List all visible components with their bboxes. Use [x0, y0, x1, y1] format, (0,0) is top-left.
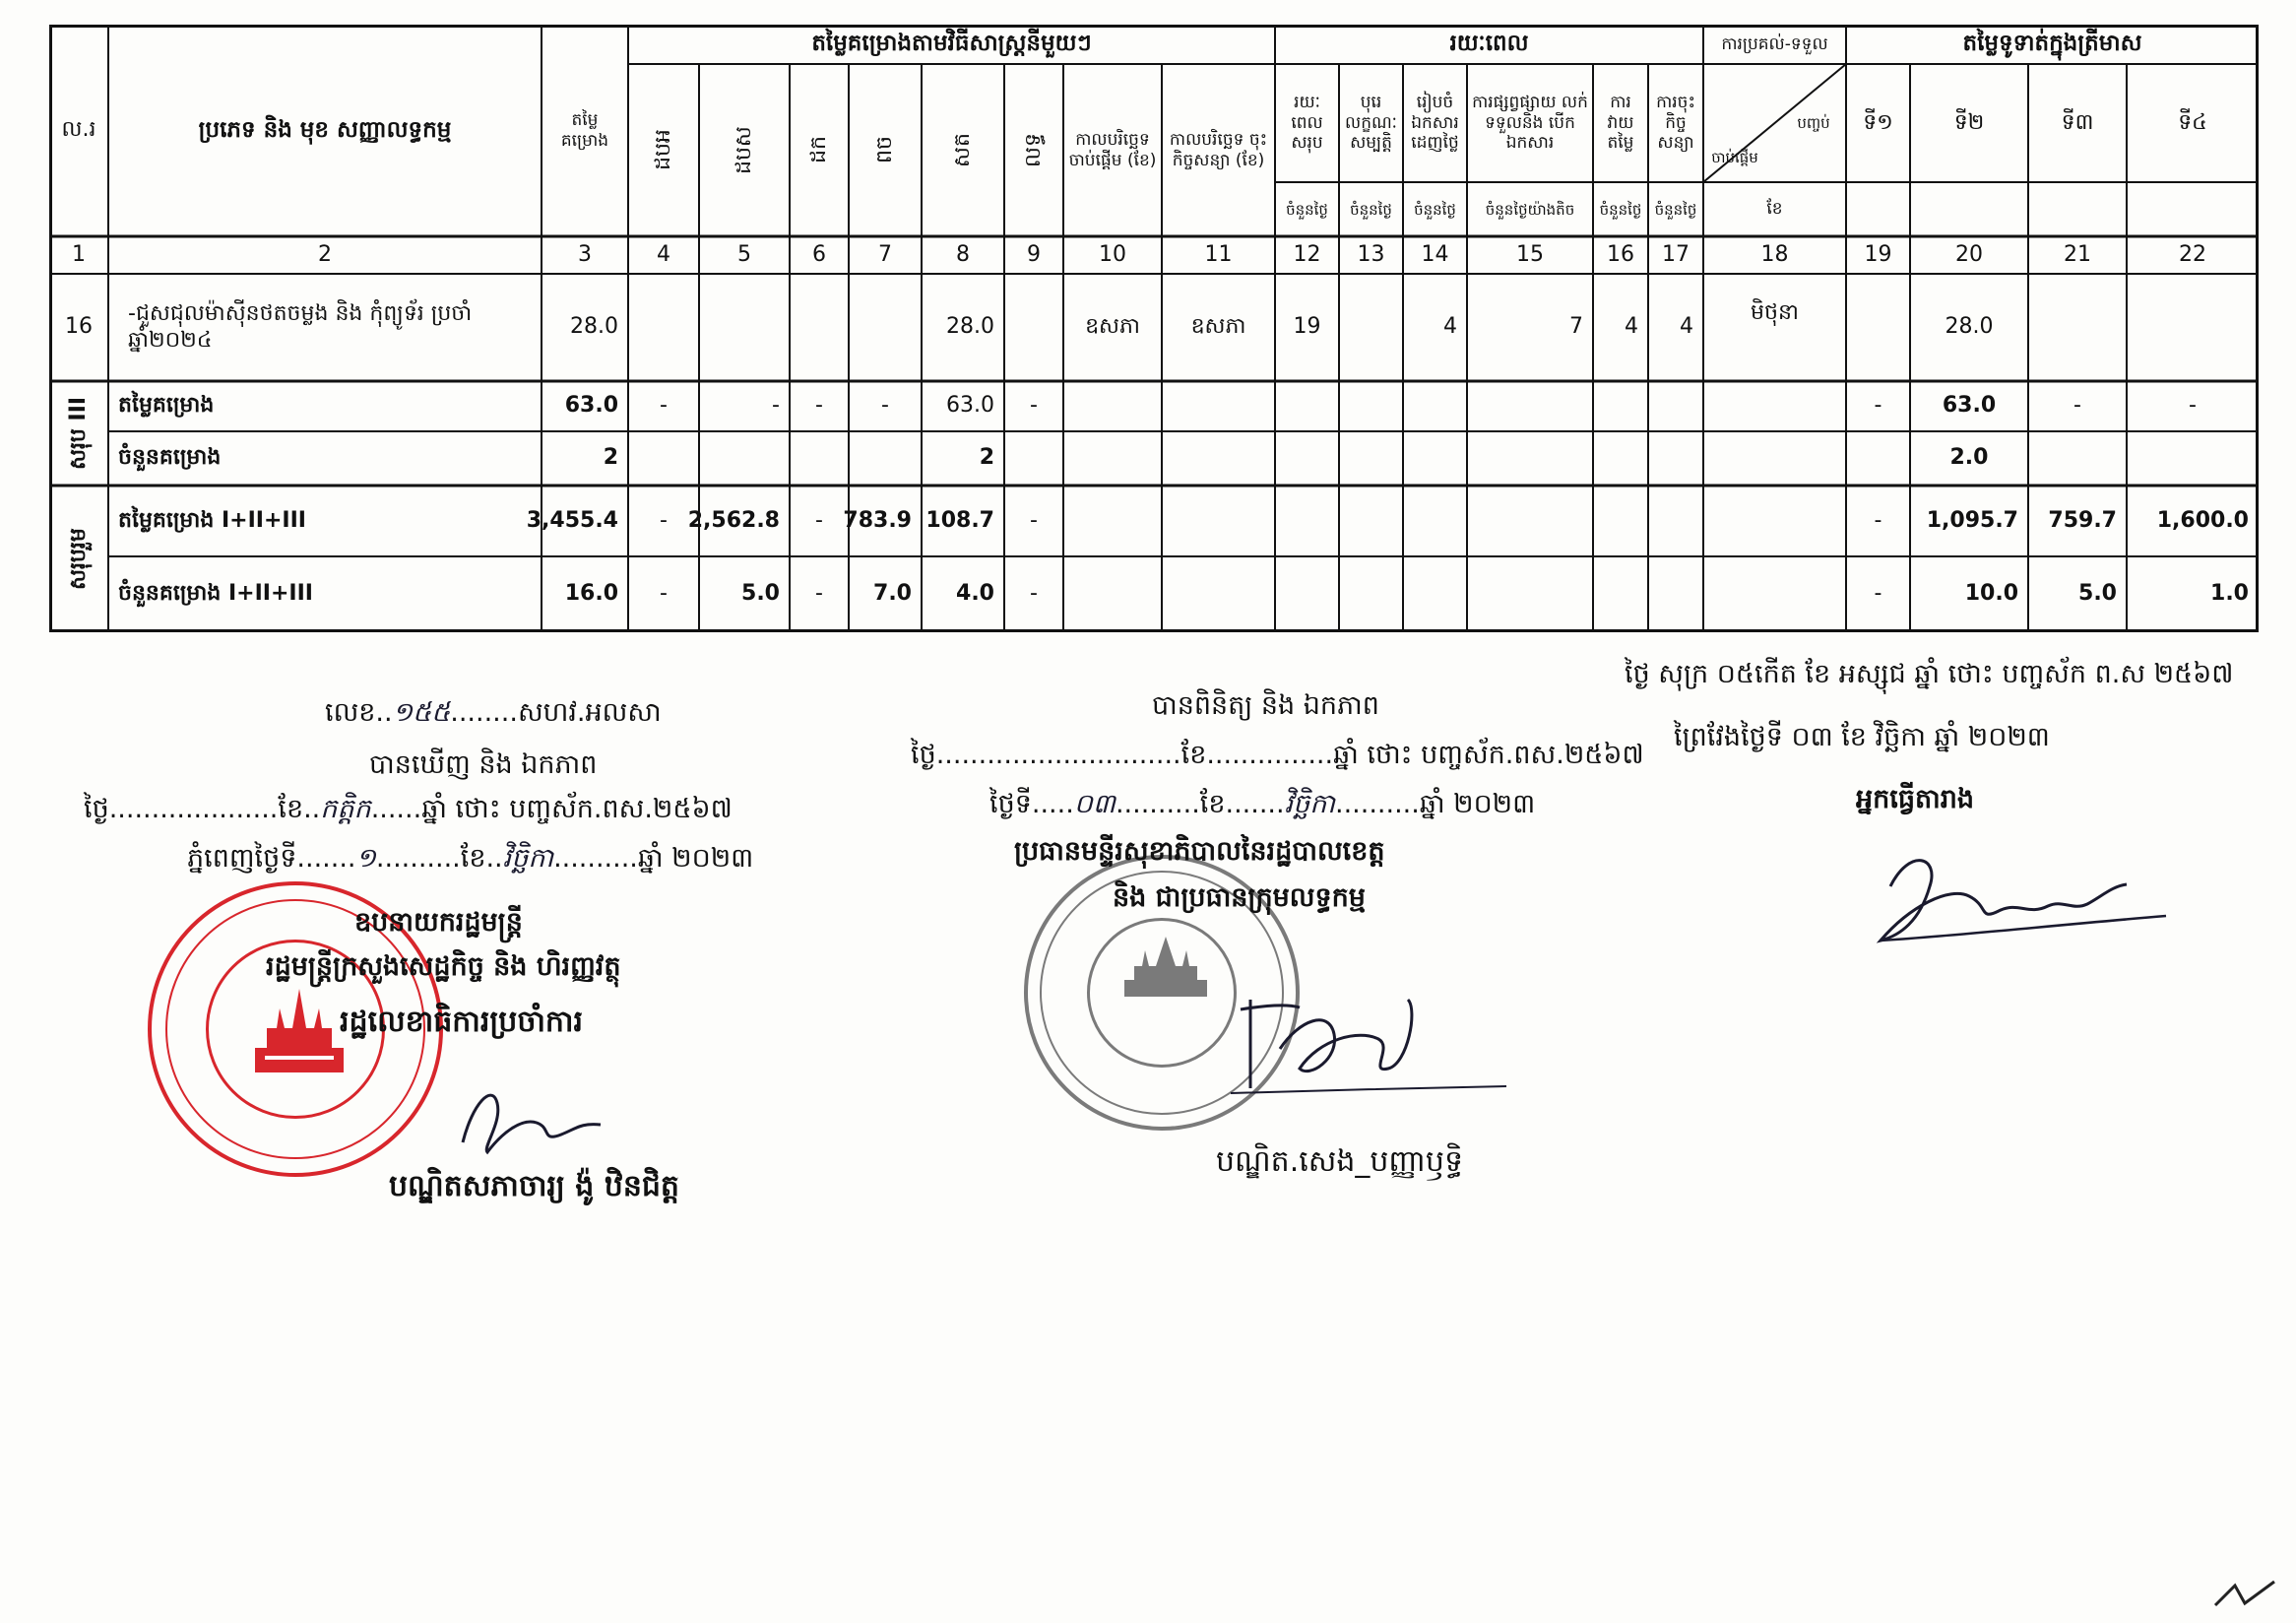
col-num-1: 1 [72, 241, 86, 267]
subtotal3-dba: - [660, 393, 668, 419]
subtotal3-count-q2: 2.0 [1949, 445, 1989, 471]
col-num-4: 4 [657, 241, 670, 267]
method-dba-header: ដបអ [650, 129, 675, 171]
delivery-start-label: ចាប់ផ្តើម [1711, 149, 1758, 166]
grand-total-count-q3: 5.0 [2078, 581, 2117, 607]
delivery-group-header: ការប្រគល់-ទទួល [1721, 33, 1828, 54]
subtotal3-dk: - [815, 393, 823, 419]
subtotal3-lt: - [1030, 393, 1038, 419]
subtotal3-count-label: ចំនួនគម្រោង [118, 445, 222, 471]
center-month-label: ខែ [1199, 789, 1226, 819]
grand-total-value-label: តម្លៃគម្រោង I+II+III [118, 507, 306, 533]
grand-total-dba: - [660, 507, 668, 533]
left-ref-number: ១៥៥ [392, 697, 451, 728]
col-num-5: 5 [737, 241, 751, 267]
subtotal3-q4: - [2189, 393, 2197, 419]
grand-total-count-pc: 7.0 [873, 581, 912, 607]
left-role-3: រដ្ឋលេខាធិការប្រចាំការ [340, 1005, 583, 1039]
left-signer-name: បណ្ឌិតសភាចារ្យ ង៉ូ ឋិនជិត្ត [389, 1169, 679, 1203]
subtotal3-value: 63.0 [564, 393, 618, 419]
duration-total-header: រយៈពេល សរុប [1291, 93, 1323, 154]
grand-total-pc: 783.9 [843, 507, 912, 533]
col-num-9: 9 [1027, 241, 1041, 267]
center-checked-approved: បានពិនិត្យ និង ឯកភាព [1152, 690, 1379, 721]
duration-unit-1: ចំនួនថ្ងៃ [1350, 200, 1392, 219]
grand-total-count-q1: - [1874, 581, 1882, 607]
subtotal3-count: 2 [603, 445, 618, 471]
col-num-19: 19 [1864, 241, 1892, 267]
duration-unit-5: ចំនួនថ្ងៃ [1654, 200, 1697, 219]
center-date-line: ថ្ងៃ.............................ខែ...............ឆ្នាំ ថោះ បញ្ចស័ក.ពស.២៥៦៧ [911, 740, 1644, 770]
left-date-month-label: ខែ [278, 794, 304, 824]
grand-total-count-dbs: 5.0 [741, 581, 780, 607]
grand-total-value: 3,455.4 [526, 507, 618, 533]
duration-eval-header: ការវាយ តម្លៃ [1607, 93, 1634, 154]
duration-contract-header: ការចុះកិច្ច សន្យា [1656, 93, 1695, 154]
row16-eval-days: 4 [1625, 314, 1638, 340]
grand-total-count-sot: 4.0 [956, 581, 994, 607]
subtotal3-sot: 63.0 [946, 393, 994, 419]
duration-advertise-header: ការផ្សព្វផ្សាយ លក់ ទទួលនិង បើកឯកសារ [1472, 93, 1588, 154]
col-num-10: 10 [1099, 241, 1126, 267]
col-num-15: 15 [1516, 241, 1544, 267]
quarter-2-header: ទី២ [1953, 109, 1985, 135]
method-dk-header: ដក [805, 136, 831, 164]
center-signer-name: បណ្ឌិត.សេង_បញ្ញាឫទ្ធិ [1216, 1144, 1464, 1179]
methods-group-header: តម្លៃគម្រោងតាមវិធីសាស្ត្រនីមួយៗ [811, 31, 1092, 57]
col-estimate-header: តម្លៃ គម្រោង [560, 110, 609, 151]
page-mark-icon [2205, 1576, 2284, 1615]
left-role-1: ឧបនាយករដ្ឋមន្ត្រី [354, 907, 523, 938]
delivery-unit: ខែ [1766, 199, 1783, 220]
delivery-end-label: បញ្ចប់ [1797, 114, 1830, 132]
left-ref-prefix: លេខ [325, 697, 376, 728]
row16-contract-month: ឧសភា [1190, 314, 1246, 340]
col-num-13: 13 [1357, 241, 1385, 267]
duration-unit-2: ចំនួនថ្ងៃ [1414, 200, 1456, 219]
subtotal3-label: សរុប III [65, 396, 91, 471]
col-num-22: 22 [2179, 241, 2206, 267]
lunar-date-line: ថ្ងៃ សុក្រ ០៥កើត ខែ អស្សុជ ឆ្នាំ ថោះ បញ្ចស័ក ព.ស ២៥៦៧ [1625, 659, 2234, 689]
center-month: វិច្ឆិកា [1284, 789, 1336, 819]
center-year: ឆ្នាំ ២០២៣ [1419, 789, 1536, 819]
left-ref-line: លេខ..១៥៥........សហវ.អលសា [325, 697, 662, 728]
grey-angkor-emblem-icon [1116, 933, 1215, 1002]
quarter-1-header: ទី១ [1863, 109, 1893, 135]
table-maker-signature [1851, 827, 2176, 955]
method-lt-header: លទ្ធ [1020, 133, 1046, 167]
grand-total-lt: - [1030, 507, 1038, 533]
col-num-14: 14 [1421, 241, 1449, 267]
left-seen-approved: បានឃើញ និង ឯកភាព [369, 749, 598, 780]
center-day-line: ថ្ងៃទី.....០៣..........ខែ.......វិច្ឆិកា..........ឆ្នាំ ២០២៣ [989, 789, 1536, 819]
col-num-7: 7 [878, 241, 892, 267]
grand-total-q4: 1,600.0 [2156, 507, 2249, 533]
procurement-table [49, 25, 2259, 632]
center-day: ០៣ [1073, 789, 1116, 819]
grand-total-label: សរុបរួម [65, 528, 91, 590]
center-date-year: ឆ្នាំ ថោះ បញ្ចស័ក.ពស.២៥៦៧ [1333, 740, 1644, 770]
left-date-year: ឆ្នាំ ថោះ បញ្ចស័ក.ពស.២៥៦៧ [421, 794, 733, 824]
contract-month-header: កាលបរិច្ឆេទ ចុះកិច្ចសន្យា (ខែ) [1169, 130, 1268, 170]
grand-total-dbs: 2,562.8 [687, 507, 780, 533]
grand-total-count-label: ចំនួនគម្រោង I+II+III [118, 581, 313, 607]
grand-total-count-q2: 10.0 [1964, 581, 2018, 607]
duration-group-header: រយៈពេល [1449, 31, 1529, 57]
method-sot-header: សត [949, 133, 975, 167]
left-pp-label: ភ្នំពេញថ្ងៃទី [187, 843, 297, 874]
center-role-2: និង ជាប្រធានក្រុមលទ្ធកម្ម [1113, 882, 1366, 913]
center-date-month-label: ខែ [1180, 740, 1207, 770]
grand-total-count: 16.0 [564, 581, 618, 607]
subtotal3-pc: - [881, 393, 889, 419]
method-dbs-header: ដបស [731, 126, 756, 174]
grand-total-q3: 759.7 [2048, 507, 2117, 533]
row16-desc: -ជួសជុលម៉ាស៊ីនថតចម្លង និង កុំព្យូទ័រ ប្រចាំឆ្នាំ២០២៤ [128, 301, 473, 353]
col-num-8: 8 [956, 241, 970, 267]
subtotal3-q3: - [2073, 393, 2081, 419]
row16-total-days: 19 [1293, 314, 1321, 340]
row16-delivery: មិថុនា [1751, 299, 1799, 325]
left-pp-month-label: ខែ [460, 843, 486, 874]
grand-total-count-lt: - [1030, 581, 1038, 607]
grand-total-sot: 108.7 [925, 507, 994, 533]
duration-unit-0: ចំនួនថ្ងៃ [1286, 200, 1328, 219]
quarter-3-header: ទី៣ [2061, 109, 2094, 135]
col-num-18: 18 [1760, 241, 1789, 267]
col-no-header: ល.រ [61, 117, 96, 143]
col-num-20: 20 [1955, 241, 1983, 267]
row16-contract-days: 4 [1680, 314, 1693, 340]
subtotal3-count-sot: 2 [979, 445, 994, 471]
center-signature [1221, 980, 1516, 1108]
grand-total-q1: - [1874, 507, 1882, 533]
col-num-17: 17 [1662, 241, 1690, 267]
col-num-12: 12 [1293, 241, 1321, 267]
duration-prequal-header: បុរេ លក្ខណៈ សម្បត្តិ [1345, 93, 1397, 154]
solar-date-line: ព្រៃវែងថ្ងៃទី ០៣ ខែ វិច្ឆិកា ឆ្នាំ ២០២៣ [1674, 722, 2050, 752]
subtotal3-q1: - [1874, 393, 1882, 419]
left-pp-year: ឆ្នាំ ២០២៣ [637, 843, 754, 874]
col-num-16: 16 [1607, 241, 1634, 267]
table-maker-title: អ្នកធ្វើតារាង [1856, 784, 1974, 814]
left-role-2: រដ្ឋមន្ត្រីក្រសួងសេដ្ឋកិច្ច និង ហិរញ្ញវត្ថុ [266, 951, 621, 982]
row16-no: 16 [65, 314, 93, 340]
left-date-line: ថ្ងៃ....................ខែ..កត្តិក......ឆ្នាំ ថោះ បញ្ចស័ក.ពស.២៥៦៧ [84, 794, 733, 824]
left-pp-day: ១ [355, 843, 376, 874]
left-date-prefix: ថ្ងៃ [84, 794, 109, 824]
col-num-3: 3 [578, 241, 592, 267]
left-ref-suffix: សហវ.អលសា [517, 697, 662, 728]
col-num-6: 6 [812, 241, 826, 267]
col-type-header: ប្រភេទ និង មុខ សញ្ញាលទ្ធកម្ម [198, 116, 452, 143]
angkor-emblem-icon [245, 979, 353, 1087]
col-num-2: 2 [318, 241, 332, 267]
duration-unit-4: ចំនួនថ្ងៃ [1599, 200, 1642, 219]
row16-q2: 28.0 [1945, 314, 1994, 340]
left-pp-line: ភ្នំពេញថ្ងៃទី.......១..........ខែ..វិច្ឆិកា..........ឆ្នាំ ២០២៣ [187, 843, 754, 874]
row16-sot: 28.0 [946, 314, 994, 340]
quarter-group-header: តម្លៃទូទាត់ក្នុងត្រីមាស [1962, 31, 2142, 57]
start-month-header: កាលបរិច្ឆេទ ចាប់ផ្តើម (ខែ) [1068, 130, 1157, 170]
grand-total-count-dba: - [660, 581, 668, 607]
left-date-month: កត្តិក [320, 794, 371, 824]
duration-unit-3: ចំនួនថ្ងៃយ៉ាងតិច [1485, 200, 1575, 219]
subtotal3-q2: 63.0 [1942, 393, 1997, 419]
left-signature [443, 1064, 620, 1162]
center-date-prefix: ថ្ងៃ [911, 740, 936, 770]
col-num-21: 21 [2064, 241, 2091, 267]
row16-open-days: 7 [1569, 314, 1583, 340]
left-pp-month: វិច្ឆិកា [502, 843, 554, 874]
grand-total-count-dk: - [815, 581, 823, 607]
col-num-11: 11 [1204, 241, 1233, 267]
center-day-label: ថ្ងៃទី [989, 789, 1032, 819]
row16-prep-days: 4 [1443, 314, 1457, 340]
row16-estimate: 28.0 [570, 314, 618, 340]
method-pc-header: ពច [871, 136, 897, 164]
grand-total-count-q4: 1.0 [2210, 581, 2249, 607]
quarter-4-header: ទី៤ [2178, 109, 2207, 135]
subtotal3-value-label: តម្លៃគម្រោង [118, 393, 215, 419]
duration-prepare-header: រៀបចំ ឯកសារ ដេញថ្លៃ [1411, 93, 1459, 154]
center-role-1: ប្រធានមន្ទីរសុខាភិបាលនៃរដ្ឋបាលខេត្ត [1014, 836, 1385, 867]
row16-start-month: ឧសភា [1085, 314, 1140, 340]
subtotal3-dbs: - [772, 393, 780, 419]
grand-total-q2: 1,095.7 [1926, 507, 2018, 533]
grand-total-dk: - [815, 507, 823, 533]
